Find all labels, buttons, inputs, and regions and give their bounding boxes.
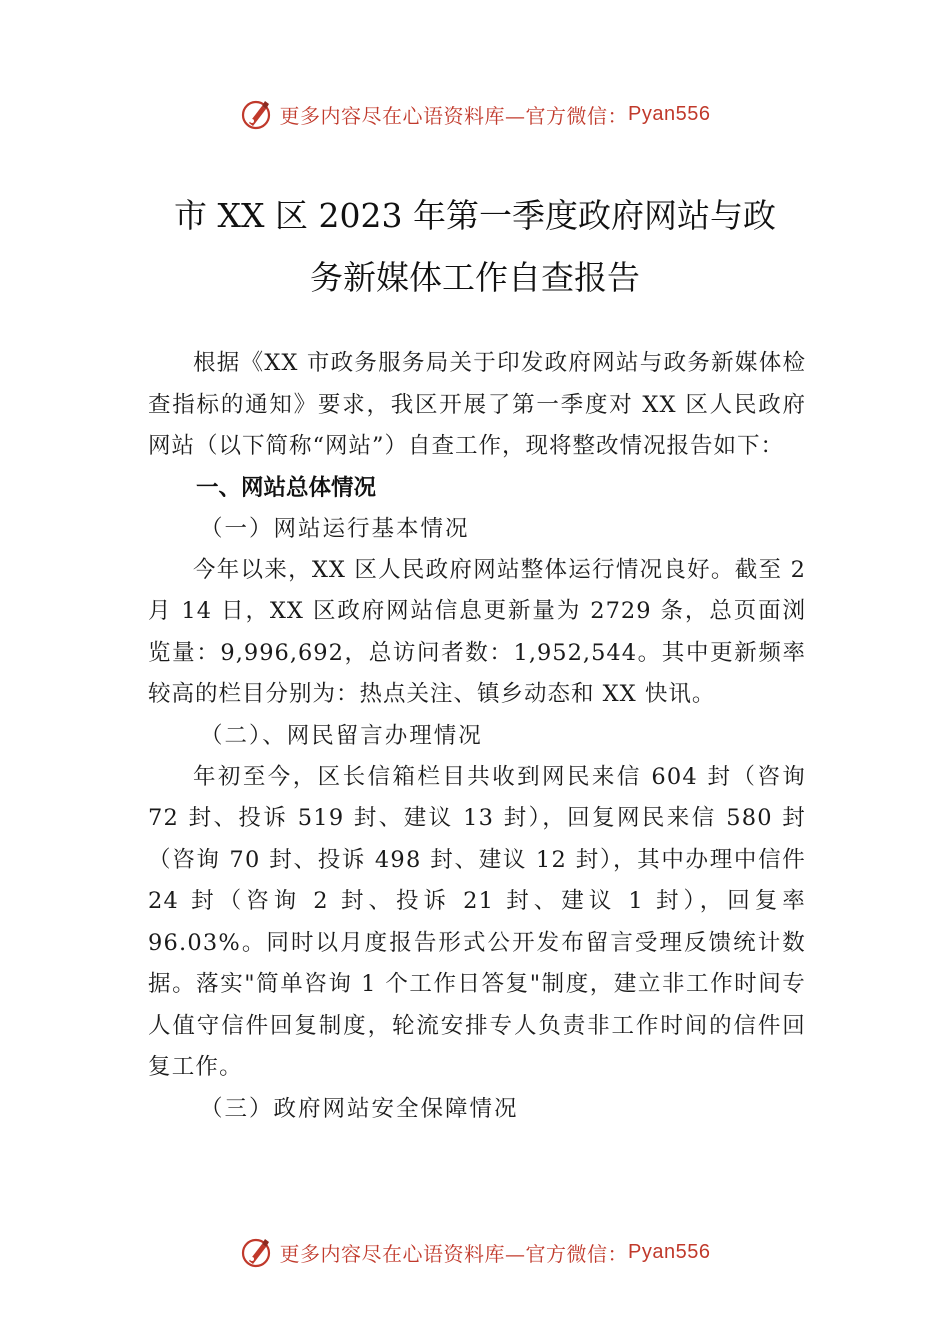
title-line-2: 务新媒体工作自查报告 — [310, 258, 640, 297]
pen-logo-icon — [240, 1235, 274, 1269]
banner-text: 更多内容尽在心语资料库—官方微信： — [279, 1241, 629, 1266]
header-watermark-banner — [0, 94, 950, 134]
document-body — [148, 343, 806, 1130]
subsection-1-paragraph: 今年以来，XX 区人民政府网站整体运行情况良好。截至 2 月 14 日，XX 区政府网站信息更新量为 2729 条，总页面浏览量：9,996,692，总访问者数：1,952,544。其中更新频率较高的栏目分别为：热点关注、镇乡动态和 XX 快讯。 — [148, 556, 806, 707]
subsection-heading-1: （一）网站运行基本情况 — [200, 515, 470, 542]
banner-wechat-id: Pyan556 — [628, 102, 711, 125]
footer-watermark-banner — [0, 1232, 950, 1272]
section-heading-1: 一、网站总体情况 — [196, 474, 377, 501]
banner-wechat-id: Pyan556 — [628, 1240, 711, 1263]
subsection-heading-3: （三）政府网站安全保障情况 — [200, 1095, 519, 1122]
pen-logo-icon — [240, 97, 274, 131]
subsection-2-paragraph: 年初至今，区长信箱栏目共收到网民来信 604 封（咨询 72 封、投诉 519 封、建议 13 封），回复网民来信 580 封（咨询 70 封、投诉 498 封、建议 12 封），其中办理中信件 24 封（咨询 2 封、投诉 21 封、建议 1 封），回复率 96.03%。同时以月度报告形式公开发布留言受理反馈统计数据。落实"简单咨询 1 个工作日答复"制度，建立非工作时间专人值守信件回复制度，轮流安排专人负责非工作时间的信件回复工作。 — [148, 763, 806, 1080]
intro-paragraph: 根据《XX 市政务服务局关于印发政府网站与政务新媒体检查指标的通知》要求，我区开展了第一季度对 XX 区人民政府网站（以下简称“网站”）自查工作，现将整改情况报告如下： — [148, 350, 806, 459]
banner-text: 更多内容尽在心语资料库—官方微信： — [279, 103, 629, 128]
subsection-heading-2: （二）、网民留言办理情况 — [200, 722, 483, 749]
document-title — [100, 185, 850, 309]
title-line-1: 市 XX 区 2023 年第一季度政府网站与政 — [174, 196, 776, 235]
